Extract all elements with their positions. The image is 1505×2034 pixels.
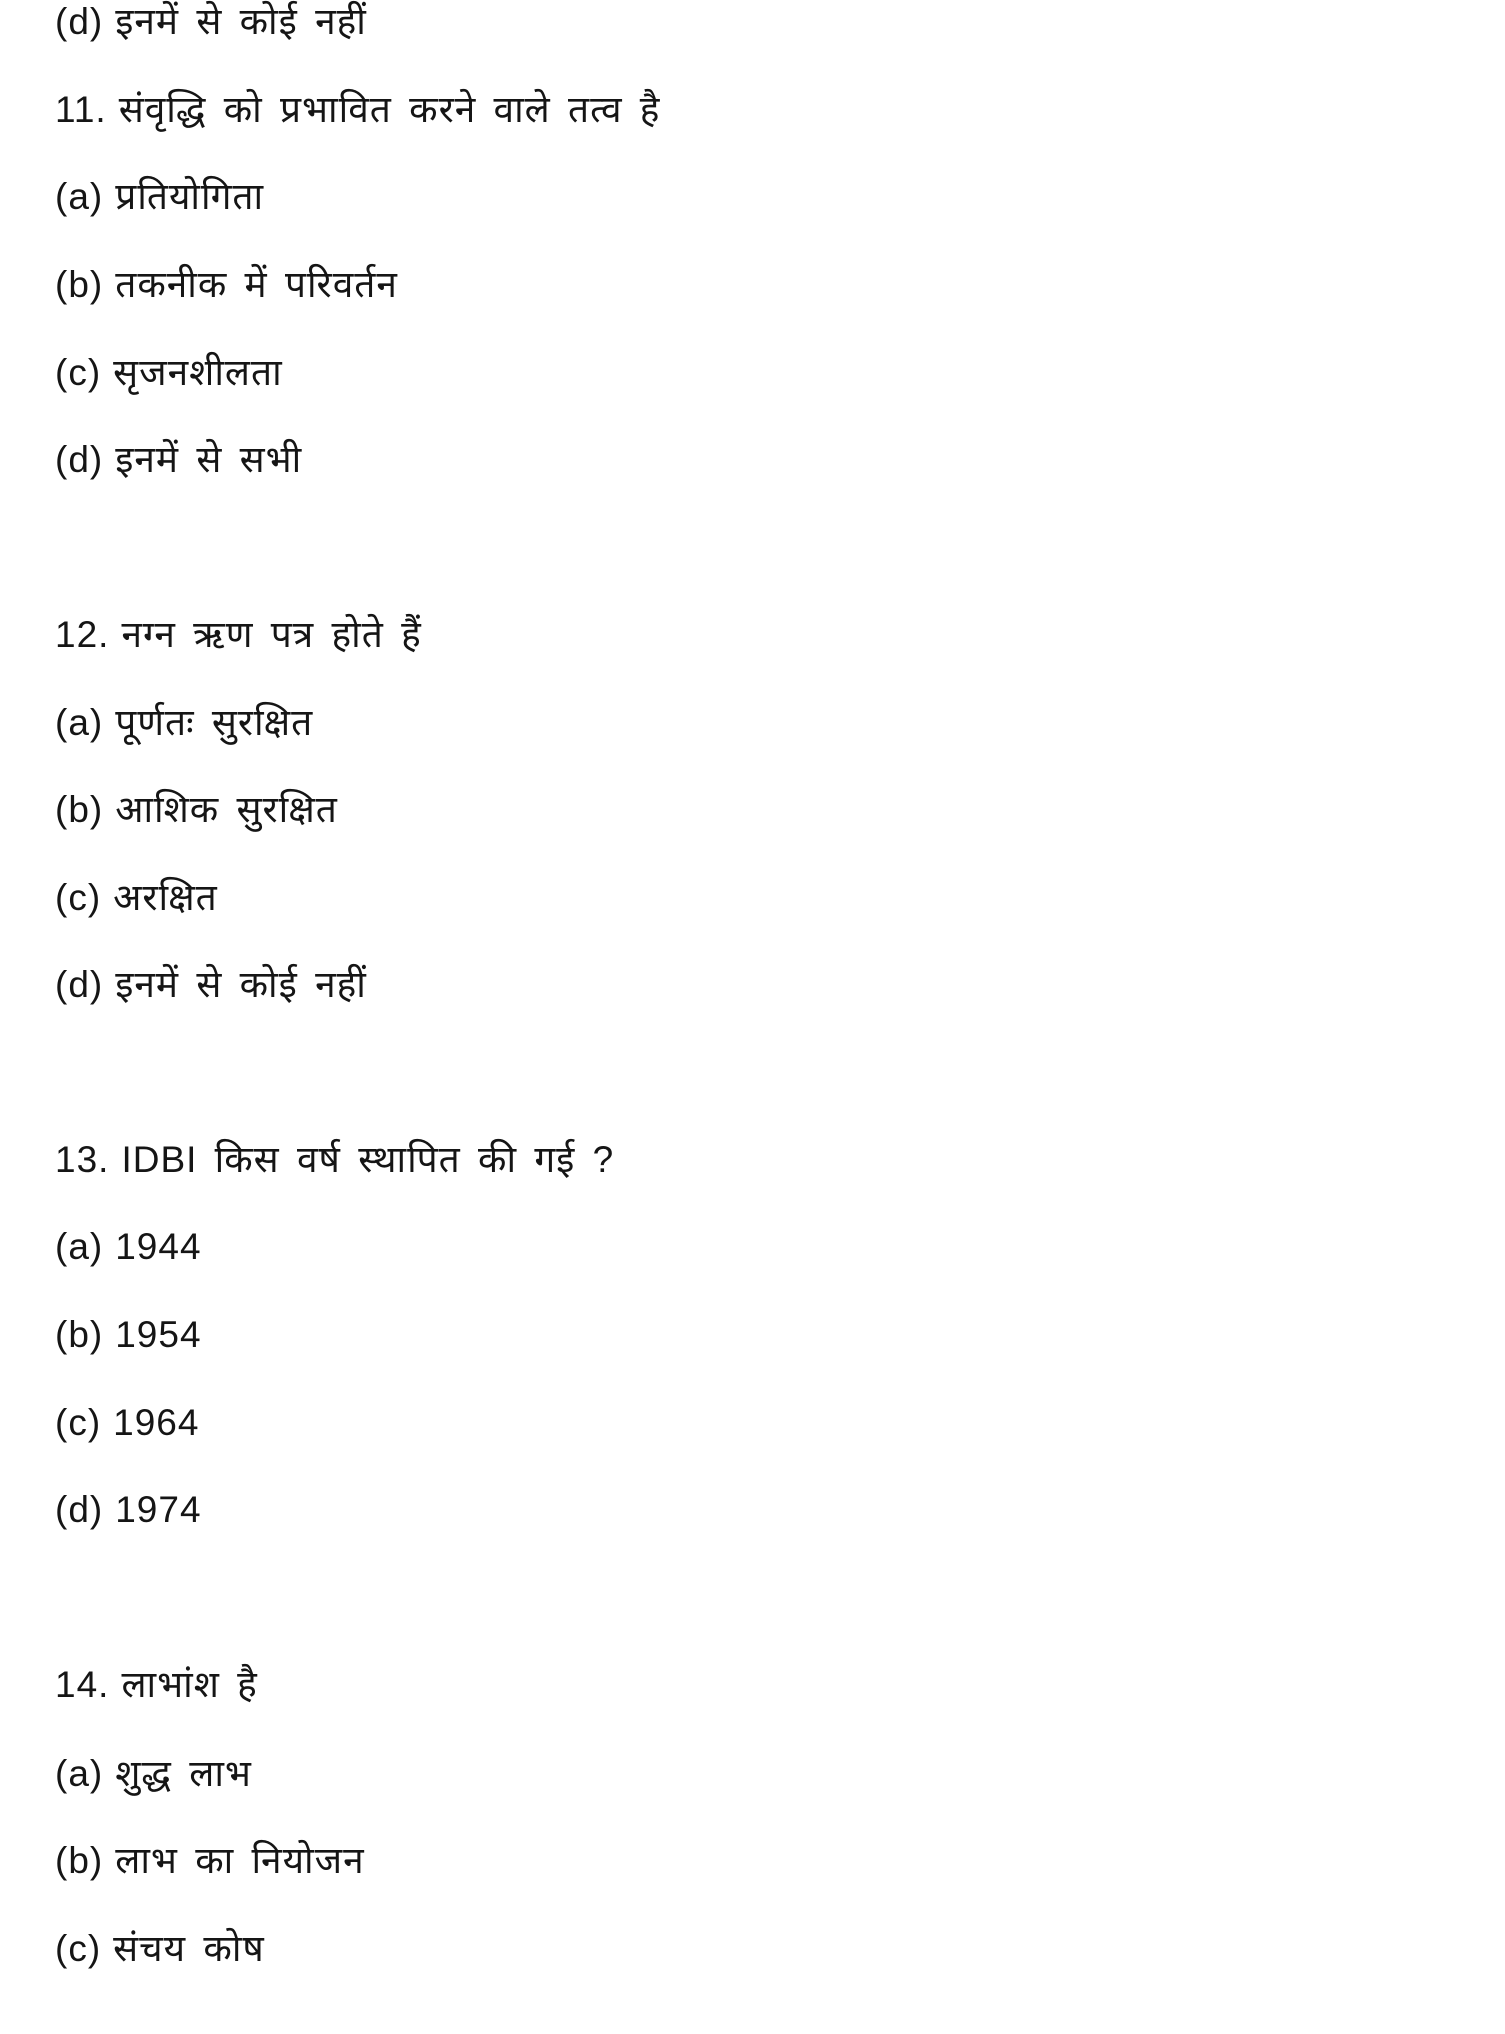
option-text (55, 1927, 265, 1971)
option-body: आशिक सुरक्षित (115, 789, 338, 830)
option-text (55, 1401, 199, 1445)
option-label: (b) (55, 1314, 104, 1355)
option-body: सृजनशीलता (113, 352, 283, 393)
option-body: इनमें से कोई नहीं (115, 964, 367, 1005)
option-body: संचय कोष (113, 1928, 265, 1969)
option-text (55, 1839, 365, 1883)
option-text (55, 876, 218, 920)
option-label: (b) (55, 1840, 104, 1881)
option-label: (c) (55, 1402, 102, 1443)
option-label: (a) (55, 702, 104, 743)
option-text (55, 701, 313, 745)
question-text (55, 613, 422, 657)
question-body: नग्न ऋण पत्र होते हैं (121, 614, 422, 655)
option-label: (d) (55, 964, 104, 1005)
option-label: (b) (55, 264, 104, 305)
option-body: लाभ का नियोजन (115, 1840, 365, 1881)
option-label: (c) (55, 877, 102, 918)
option-body: इनमें से सभी (115, 439, 303, 480)
option-text (55, 1313, 202, 1357)
option-body: तकनीक में परिवर्तन (115, 264, 398, 305)
option-body: 1954 (115, 1314, 202, 1355)
option-text (55, 263, 398, 307)
option-text (55, 0, 367, 44)
option-body: अरक्षित (113, 877, 218, 918)
question-body: IDBI किस वर्ष स्थापित की गई ? (121, 1139, 615, 1180)
option-body: पूर्णतः सुरक्षित (115, 702, 314, 743)
question-text (55, 1138, 614, 1182)
option-body: 1974 (115, 1489, 202, 1530)
option-text (55, 963, 367, 1007)
option-body: शुद्ध लाभ (115, 1753, 252, 1794)
question-text (55, 88, 660, 132)
question-number: 13. (55, 1139, 110, 1180)
option-text (55, 438, 302, 482)
option-label: (d) (55, 1, 104, 42)
option-label: (a) (55, 1753, 104, 1794)
option-text (55, 1225, 202, 1269)
option-body: इनमें से कोई नहीं (115, 1, 367, 42)
question-number: 11. (55, 89, 107, 130)
question-body: संवृद्धि को प्रभावित करने वाले तत्व है (118, 89, 661, 130)
question-text (55, 1663, 258, 1707)
option-text (55, 351, 283, 395)
question-number: 12. (55, 614, 110, 655)
question-body: लाभांश है (121, 1664, 258, 1705)
option-label: (b) (55, 789, 104, 830)
option-label: (a) (55, 1226, 104, 1267)
option-text (55, 175, 264, 219)
option-label: (d) (55, 439, 104, 480)
option-body: 1944 (115, 1226, 202, 1267)
option-text (55, 1488, 202, 1532)
option-text (55, 788, 338, 832)
option-body: प्रतियोगिता (115, 176, 265, 217)
question-number: 14. (55, 1664, 110, 1705)
option-label: (a) (55, 176, 104, 217)
option-text (55, 1752, 252, 1796)
option-label: (c) (55, 352, 102, 393)
option-label: (d) (55, 1489, 104, 1530)
option-body: 1964 (113, 1402, 200, 1443)
option-label: (c) (55, 1928, 102, 1969)
